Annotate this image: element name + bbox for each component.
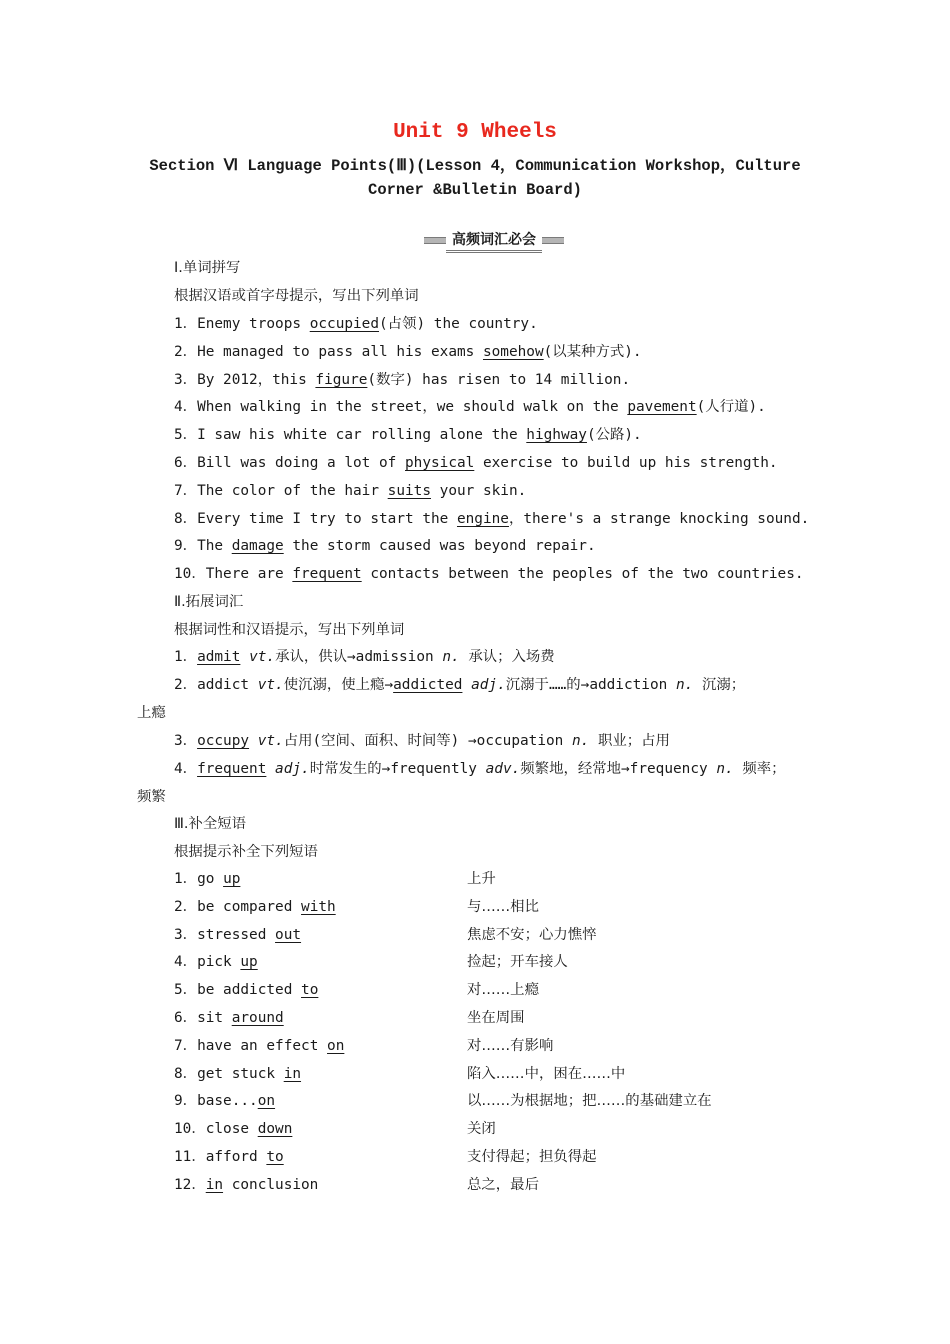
banner-label: 高频词汇必会 (446, 229, 542, 253)
list-item-wrap: 上瘾 (137, 705, 166, 721)
section3-heading: Ⅲ.补全短语 (174, 816, 247, 832)
document-title: Unit 9 Wheels (393, 121, 557, 144)
phrase-item: 1．go up (174, 871, 241, 887)
item-number: 2． (174, 898, 198, 915)
item-number: 6． (174, 1010, 198, 1026)
banner-right-bar (542, 237, 564, 244)
section-subtitle: Section Ⅵ Language Points(Ⅲ)(Lesson 4，Communication Workshop，Culture Corner &Bulletin Board) (149, 157, 801, 199)
item-number: 3． (174, 926, 198, 943)
answer-word: physical (405, 455, 475, 471)
item-number: 8． (174, 1065, 198, 1082)
item-number: 12． (174, 1176, 206, 1193)
answer-word: addicted (393, 677, 463, 693)
item-number: 2． (174, 343, 198, 360)
phrase-item: 10．close down (174, 1121, 293, 1138)
section2-instruction: 根据词性和汉语提示，写出下列单词 (174, 622, 405, 638)
list-item: 2．addict vt.使沉溺，使上瘾→addicted adj.沉溺于……的→addiction n. 沉溺； (174, 677, 746, 693)
phrase-item: 9．base...on (174, 1093, 276, 1110)
list-item: 9．The damage the storm caused was beyond repair. (174, 538, 596, 555)
list-item-wrap: 频繁 (137, 789, 166, 805)
phrase-item: 2．be compared with (174, 898, 336, 915)
answer-word: somehow (482, 343, 544, 360)
phrase-meaning: 与……相比 (467, 898, 539, 915)
list-item: 2．He managed to pass all his exams somehow(以某种方式). (174, 343, 642, 360)
item-number: 10． (174, 1121, 206, 1138)
item-number: 9． (174, 538, 198, 555)
phrase-item: 11．afford to (174, 1149, 284, 1165)
banner-left-bar (424, 237, 446, 244)
answer-word: admit (197, 649, 241, 665)
answer-word: around (231, 1010, 284, 1026)
section2-heading: Ⅱ.拓展词汇 (174, 594, 244, 610)
phrase-item: 8．get stuck in (174, 1065, 302, 1082)
list-item: 5．I saw his white car rolling alone the highway(公路). (174, 427, 642, 444)
answer-word: on (257, 1093, 276, 1110)
section-banner (424, 228, 564, 250)
list-item: 1．Enemy troops occupied(占领) the country. (174, 316, 538, 332)
item-number: 4． (174, 399, 198, 416)
answer-word: suits (387, 482, 431, 499)
answer-word: in (205, 1176, 224, 1193)
list-item: 3．By 2012，this figure(数字) has risen to 14 million. (174, 371, 631, 388)
answer-word: up (240, 954, 258, 971)
section1-instruction: 根据汉语或首字母提示，写出下列单词 (174, 288, 419, 304)
list-item: 1．admit vt.承认，供认→admission n. 承认；入场费 (174, 649, 555, 665)
answer-word: out (275, 926, 302, 943)
item-number: 5． (174, 427, 198, 444)
item-number: 9． (174, 1093, 198, 1110)
phrase-meaning: 陷入……中，困在……中 (467, 1065, 626, 1082)
answer-word: occupied (309, 316, 380, 332)
phrase-meaning: 上升 (467, 871, 496, 887)
answer-word: down (257, 1121, 293, 1138)
answer-word: highway (526, 427, 587, 444)
list-item: 4．frequent adj.时常发生的→frequently adv.频繁地，经常地→frequency n. 频率； (174, 761, 786, 777)
phrase-item: 6．sit around (174, 1010, 284, 1026)
item-number: 10． (174, 566, 206, 583)
phrase-meaning: 焦虑不安；心力憔悴 (467, 926, 597, 943)
item-number: 1． (174, 316, 198, 332)
phrase-item: 3．stressed out (174, 926, 302, 943)
phrase-meaning: 关闭 (467, 1121, 496, 1138)
answer-word: figure (315, 371, 368, 388)
phrase-meaning: 支付得起；担负得起 (467, 1149, 597, 1165)
list-item: 10．There are frequent contacts between the peoples of the two countries. (174, 566, 804, 583)
list-item: 8．Every time I try to start the engine，there's a strange knocking sound. (174, 510, 810, 527)
answer-word: to (266, 1149, 284, 1165)
answer-word: occupy (197, 733, 250, 749)
item-number: 6． (174, 455, 198, 471)
section1-heading: Ⅰ.单词拼写 (174, 260, 241, 276)
item-number: 5． (174, 982, 198, 999)
answer-word: pavement (627, 399, 697, 416)
phrase-item: 5．be addicted to (174, 982, 319, 999)
item-number: 4． (174, 954, 198, 971)
answer-word: in (283, 1065, 302, 1082)
item-number: 7． (174, 482, 198, 499)
answer-word: frequent (292, 566, 362, 583)
list-item: 7．The color of the hair suits your skin. (174, 482, 527, 499)
phrase-item: 12．in conclusion (174, 1176, 319, 1193)
list-item: 3．occupy vt.占用(空间、面积、时间等) →occupation n. 职业；占用 (174, 733, 670, 749)
phrase-meaning: 坐在周围 (467, 1010, 525, 1026)
answer-word: on (327, 1037, 345, 1054)
answer-word: to (301, 982, 319, 999)
phrase-meaning: 对……上瘾 (467, 982, 539, 999)
answer-word: damage (231, 538, 284, 555)
phrase-meaning: 对……有影响 (467, 1037, 554, 1054)
item-number: 7． (174, 1037, 198, 1054)
phrase-item: 7．have an effect on (174, 1037, 345, 1054)
answer-word: engine (456, 510, 509, 527)
item-number: 1． (174, 871, 198, 887)
item-number: 8． (174, 510, 198, 527)
phrase-meaning: 捡起；开车接人 (467, 954, 568, 971)
list-item: 6．Bill was doing a lot of physical exercise to build up his strength. (174, 455, 778, 471)
answer-word: up (223, 871, 241, 887)
phrase-item: 4．pick up (174, 954, 258, 971)
answer-word: frequent (197, 761, 267, 777)
answer-word: with (301, 898, 336, 915)
item-number: 3． (174, 371, 198, 388)
list-item: 4．When walking in the street，we should walk on the pavement(人行道). (174, 399, 766, 416)
phrase-meaning: 总之，最后 (467, 1176, 539, 1193)
section3-instruction: 根据提示补全下列短语 (174, 844, 318, 860)
item-number: 11． (174, 1149, 206, 1165)
phrase-meaning: 以……为根据地；把……的基础建立在 (467, 1093, 712, 1110)
